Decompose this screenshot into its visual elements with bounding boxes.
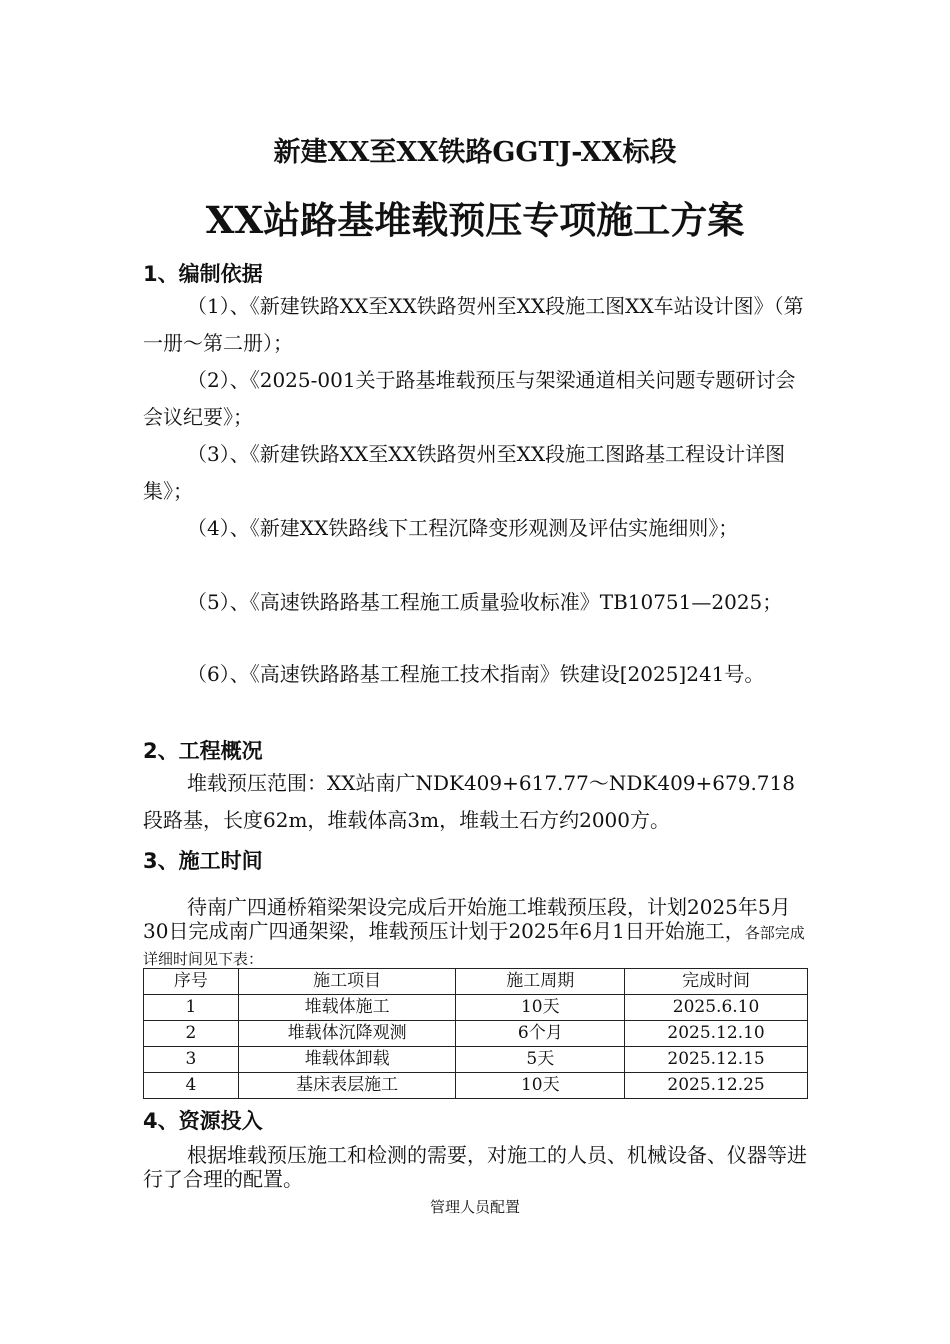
table-header-cell: 序号 <box>144 969 239 995</box>
table-header-cell: 完成时间 <box>625 969 808 995</box>
table-cell: 堆载体施工 <box>238 995 456 1021</box>
project-overview-text: 堆载预压范围：XX站南广NDK409+617.77～NDK409+679.718段路基，长度62m，堆载体高3m，堆载土石方约2000方。 <box>143 771 795 832</box>
table-header-row <box>144 969 808 995</box>
table-cell: 2025.12.15 <box>625 1047 808 1073</box>
table-cell: 堆载体沉降观测 <box>238 1021 456 1047</box>
section1-heading: 1、编制依据 <box>143 262 263 286</box>
table-cell: 2 <box>144 1021 239 1047</box>
basis-item-6: （6）、《高速铁路路基工程施工技术指南》铁建设[2025]241号。 <box>187 662 765 686</box>
basis-item-5: （5）、《高速铁路路基工程施工质量验收标准》TB10751—2025； <box>187 590 783 614</box>
table-cell: 2025.6.10 <box>625 995 808 1021</box>
table-cell: 10天 <box>456 995 625 1021</box>
table-header-cell: 施工项目 <box>238 969 456 995</box>
basis-item-2: （2）、《2025-001关于路基堆载预压与架梁通道相关问题专题研讨会会议纪要》； <box>143 368 796 429</box>
table-cell: 10天 <box>456 1073 625 1099</box>
basis-item-4: （4）、《新建XX铁路线下工程沉降变形观测及评估实施细则》； <box>187 516 739 540</box>
table-cell: 堆载体卸载 <box>238 1047 456 1073</box>
document-title-line1: 新建XX至XX铁路GGTJ-XX标段 <box>273 137 677 168</box>
table-cell: 3 <box>144 1047 239 1073</box>
table-cell: 6个月 <box>456 1021 625 1047</box>
table-row <box>144 1021 808 1047</box>
table-cell: 4 <box>144 1073 239 1099</box>
section2-heading: 2、工程概况 <box>143 739 263 763</box>
management-staff-caption: 管理人员配置 <box>429 1198 520 1216</box>
basis-item-1: （1）、《新建铁路XX至XX铁路贺州至XX段施工图XX车站设计图》（第一册～第二册）； <box>143 294 804 355</box>
table-row <box>144 1047 808 1073</box>
table-header-cell: 施工周期 <box>456 969 625 995</box>
schedule-intro-text <box>143 895 808 971</box>
basis-item-3: （3）、《新建铁路XX至XX铁路贺州至XX段施工图路基工程设计详图集》； <box>143 442 786 503</box>
section4-heading: 4、资源投入 <box>143 1109 263 1133</box>
table-row <box>144 1073 808 1099</box>
table-row <box>144 995 808 1021</box>
schedule-intro-note: 各部完成详细时间见下表： <box>143 924 805 968</box>
resource-text: 根据堆载预压施工和检测的需要，对施工的人员、机械设备、仪器等进行了合理的配置。 <box>143 1143 807 1191</box>
table-cell: 2025.12.25 <box>625 1073 808 1099</box>
schedule-intro-main: 待南广四通桥箱梁架设完成后开始施工堆载预压段，计划2025年5月30日完成南广四通架梁，堆载预压计划于2025年6月1日开始施工， <box>143 895 791 943</box>
document-title-line2: XX站路基堆载预压专项施工方案 <box>205 198 745 242</box>
section3-heading: 3、施工时间 <box>143 849 263 873</box>
schedule-table <box>143 968 808 1099</box>
table-cell: 基床表层施工 <box>238 1073 456 1099</box>
table-cell: 5天 <box>456 1047 625 1073</box>
table-cell: 1 <box>144 995 239 1021</box>
table-cell: 2025.12.10 <box>625 1021 808 1047</box>
